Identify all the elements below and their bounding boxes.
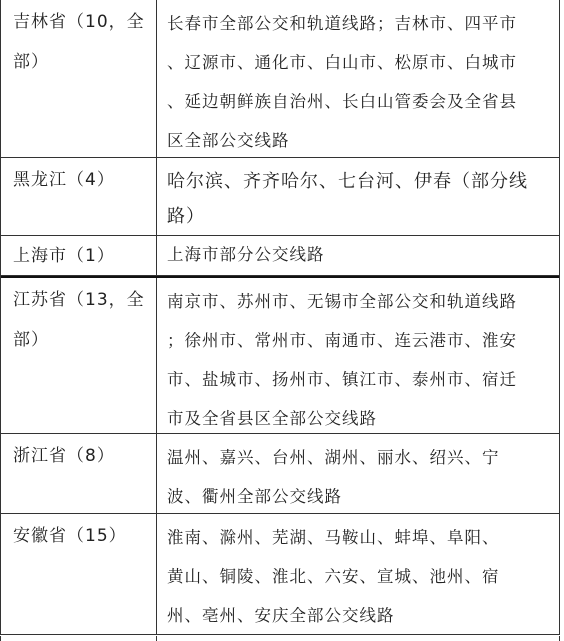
- cities-text: ；徐州市、常州市、南通市、连云港市、淮安: [167, 331, 517, 350]
- column-divider: [156, 636, 157, 641]
- cities-text: 区全部公交线路: [167, 131, 290, 150]
- province-cell: [1, 278, 157, 433]
- table-row: [1, 236, 559, 276]
- cities-text: 南京市、苏州市、无锡市全部公交和轨道线路: [167, 292, 517, 311]
- cities-text: 上海市部分公交线路: [167, 245, 325, 264]
- province-text: 上海市（1）: [13, 246, 115, 266]
- province-text: 黑龙江（4）: [13, 170, 115, 190]
- province-text: 浙江省（8）: [13, 446, 115, 466]
- table-row: [1, 158, 559, 236]
- cities-cell: [157, 514, 559, 634]
- province-cell: [1, 434, 157, 513]
- cities-text: 哈尔滨、齐齐哈尔、七台河、伊春（部分线: [167, 171, 528, 192]
- province-text: 部）: [13, 52, 49, 72]
- province-cell: [1, 236, 157, 275]
- province-text: 部）: [13, 330, 49, 350]
- cities-text: 淮南、滁州、芜湖、马鞍山、蚌埠、阜阳、: [167, 528, 500, 547]
- cities-cell: [157, 278, 559, 433]
- cities-text: 路）: [167, 206, 205, 227]
- cities-cell: [157, 434, 559, 513]
- next-row-edge: [0, 636, 560, 641]
- cities-cell: [157, 158, 559, 235]
- cities-text: 长春市全部公交和轨道线路；吉林市、四平市: [167, 14, 517, 33]
- cities-text: 波、衢州全部公交线路: [167, 487, 342, 506]
- province-cell: [1, 0, 157, 157]
- province-text: 安徽省（15）: [13, 526, 127, 546]
- table-row: [1, 276, 559, 434]
- table-row: [1, 434, 559, 514]
- cities-cell: [157, 0, 559, 157]
- cities-text: 市及全省县区全部公交线路: [167, 409, 377, 428]
- province-text: 吉林省（10，全: [13, 12, 145, 32]
- province-cell: [1, 514, 157, 634]
- province-cell: [1, 158, 157, 235]
- cities-text: 温州、嘉兴、台州、湖州、丽水、绍兴、宁: [167, 448, 500, 467]
- cities-text: 黄山、铜陵、淮北、六安、宣城、池州、宿: [167, 567, 500, 586]
- cities-text: 、辽源市、通化市、白山市、松原市、白城市: [167, 53, 517, 72]
- cities-text: 、延边朝鲜族自治州、长白山管委会及全省县: [167, 92, 517, 111]
- province-text: 江苏省（13，全: [13, 290, 145, 310]
- table-row: [1, 0, 559, 158]
- cities-cell: [157, 236, 559, 275]
- cities-text: 市、盐城市、扬州市、镇江市、泰州市、宿迁: [167, 370, 517, 389]
- cities-text: 州、亳州、安庆全部公交线路: [167, 606, 395, 625]
- table-row: [1, 514, 559, 635]
